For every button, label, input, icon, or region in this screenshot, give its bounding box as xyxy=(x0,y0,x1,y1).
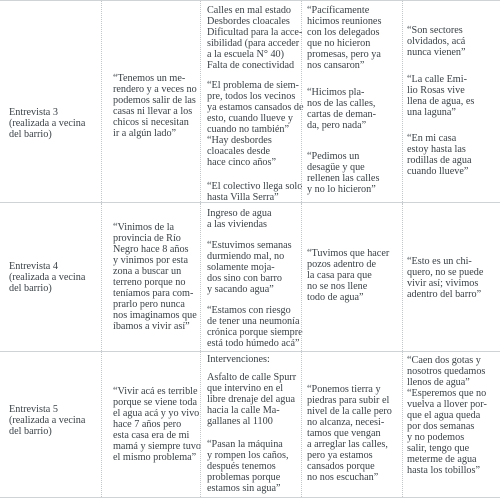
text-line: de tener una neumonía xyxy=(207,316,300,327)
text-line: esto, cuando llueve y xyxy=(207,113,294,124)
text-line: promesas, pero ya xyxy=(307,49,381,60)
text-line: a arreglar las calles, xyxy=(307,439,388,450)
text-line: Desbordes cloacales xyxy=(207,16,290,27)
table-row xyxy=(0,202,500,351)
text-line: hace cinco años” xyxy=(207,157,277,168)
text-line: “Son sectores xyxy=(407,25,463,36)
text-line: hasta los tobillos” xyxy=(407,465,481,476)
cell-quote xyxy=(101,203,200,351)
text-line: rendero y a veces no xyxy=(113,84,197,95)
text-line: dos sino con barro xyxy=(207,273,282,284)
text-line: da, pero nada” xyxy=(307,120,367,131)
text-line: desagüe y que xyxy=(307,162,365,173)
text-line: pozos adentro de xyxy=(307,259,377,270)
text-line: cansados porque xyxy=(307,461,375,472)
text-line: el mismo problema” xyxy=(113,452,197,463)
text-line: “Hicimos pla- xyxy=(307,87,365,98)
cell-quote xyxy=(101,1,200,202)
text-line: quero, no se puede xyxy=(407,267,484,278)
text-line: ir a algún lado” xyxy=(113,128,177,139)
text-line: una laguna” xyxy=(407,107,456,118)
text-line: a las viviendas xyxy=(207,219,267,230)
text-line: “Pasan la máquina xyxy=(207,439,283,450)
cell-label xyxy=(0,203,100,351)
text-line: que el agua queda xyxy=(407,410,481,421)
text-line: libre drenaje del agua xyxy=(207,394,295,405)
text-line: del barrio) xyxy=(9,283,52,294)
text-line: llena de agua, es xyxy=(407,96,475,107)
text-line: y vinimos por esta xyxy=(113,255,188,266)
table-row xyxy=(0,0,500,202)
text-line: “En mi casa xyxy=(407,133,457,144)
text-line: ya estamos cansados de xyxy=(207,102,304,113)
text-line: hasta Villa Serra” xyxy=(207,192,279,203)
cell-feelings xyxy=(402,1,500,202)
text-line: nos imaginamos que xyxy=(113,310,197,321)
text-line: que no hicieron xyxy=(307,38,371,49)
text-line: que intervino en el xyxy=(207,383,284,394)
text-line: y sacando agua” xyxy=(207,284,274,295)
text-line: “La calle Emi- xyxy=(407,74,467,85)
text-line: todo de agua” xyxy=(307,292,364,303)
cell-actions xyxy=(301,1,402,202)
text-line: “Caen dos gotas y xyxy=(407,355,481,366)
text-line: nosotros quedamos xyxy=(407,366,486,377)
cell-problems xyxy=(200,203,301,351)
text-line: problemas porque xyxy=(207,472,281,483)
text-line: Asfalto de calle Spurr xyxy=(207,372,297,383)
text-line: “El problema de siem- xyxy=(207,80,299,91)
text-line: a la escuela N° 40) xyxy=(207,49,285,60)
text-line: Falta de conectividad xyxy=(207,60,295,71)
text-line: rodillas de agua xyxy=(407,155,472,166)
text-line: Entrevista 4 xyxy=(9,261,58,272)
text-line: Entrevista 3 xyxy=(9,107,58,118)
cell-label xyxy=(0,1,100,202)
text-line: “Hay desbordes xyxy=(207,135,272,146)
cell-actions xyxy=(301,203,402,351)
text-line: Dificultad para la acce- xyxy=(207,27,303,38)
table-row xyxy=(0,351,500,498)
text-line: hicimos reuniones xyxy=(307,16,382,27)
text-line: hace 7 años pero xyxy=(113,419,182,430)
text-line: estamos sin agua” xyxy=(207,483,281,494)
text-line: casas ni llevar a los xyxy=(113,106,193,117)
text-line: durmiendo mal, no xyxy=(207,251,285,262)
text-line: chicos si necesitan xyxy=(113,117,189,128)
cell-problems xyxy=(200,352,301,497)
text-line: esta casa era de mi xyxy=(113,430,190,441)
text-line: la casa para que xyxy=(307,270,372,281)
text-line: pre, todos los vecinos xyxy=(207,91,296,102)
cell-feelings xyxy=(402,352,500,497)
text-line: olvidados, acá xyxy=(407,36,466,47)
text-line: “El colectivo llega solo xyxy=(207,181,303,192)
text-line: porque se viene toda xyxy=(113,397,198,408)
text-line: y no podemos xyxy=(407,432,465,443)
text-line: (realizada a vecina xyxy=(9,415,86,426)
text-line: salir, tengo que xyxy=(407,443,470,454)
text-line: terreno porque no xyxy=(113,277,186,288)
text-line: mamá y siempre tuvo xyxy=(113,441,201,452)
text-line: “Pacíficamente xyxy=(307,5,370,16)
text-line: está todo húmedo acá” xyxy=(207,338,300,349)
text-line: Calles en mal estado xyxy=(207,5,292,16)
cell-feelings xyxy=(402,203,500,351)
cell-label xyxy=(0,352,100,497)
text-line: vuelva a llover por- xyxy=(407,399,487,410)
text-line: lio Rosas vive xyxy=(407,85,465,96)
text-line: del barrio) xyxy=(9,129,52,140)
text-line: nos cansaron” xyxy=(307,60,365,71)
text-line: “Tuvimos que hacer xyxy=(307,248,390,259)
text-line: y rompen los caños, xyxy=(207,450,289,461)
text-line: vivir así; vivimos xyxy=(407,278,479,289)
text-line: nivel de la calle pero xyxy=(307,406,392,417)
text-line: estoy hasta las xyxy=(407,144,466,155)
text-line: prarlo pero nunca xyxy=(113,299,185,310)
text-line: por dos semanas xyxy=(407,421,475,432)
text-line: podemos salir de las xyxy=(113,95,196,106)
text-line: no se nos llene xyxy=(307,281,368,292)
text-line: “Estamos con riesgo xyxy=(207,305,291,316)
text-line: cuando llueve” xyxy=(407,166,469,177)
text-line: meterme de agua xyxy=(407,454,477,465)
text-line: “Esto es un chi- xyxy=(407,256,472,267)
text-line: zona a buscar un xyxy=(113,266,182,277)
text-line: “Vivir acá es terrible xyxy=(113,386,198,397)
text-line: (realizada a vecina xyxy=(9,118,86,129)
cell-quote xyxy=(101,352,200,497)
cell-problems xyxy=(200,1,304,203)
text-line: crónica porque siempre xyxy=(207,327,303,338)
text-line: (realizada a vecina xyxy=(9,272,86,283)
text-line: provincia de Río xyxy=(113,233,181,244)
text-line: adentro del barro” xyxy=(407,289,482,300)
text-line: “Tenemos un me- xyxy=(113,73,186,84)
text-line: cartas de deman- xyxy=(307,109,377,120)
text-line: con los delegados xyxy=(307,27,380,38)
text-line: íbamos a vivir así” xyxy=(113,321,190,332)
text-line: nos de las calles, xyxy=(307,98,376,109)
text-line: Negro hace 8 años xyxy=(113,244,189,255)
text-line: gallanes al 1100 xyxy=(207,416,273,427)
text-line: no alcanza, necesi- xyxy=(307,417,385,428)
text-line: rellenen las calles xyxy=(307,173,380,184)
text-line: y no lo hicieron” xyxy=(307,184,376,195)
text-line: llenos de agua” xyxy=(407,377,470,388)
text-line: nunca vienen” xyxy=(407,47,466,58)
text-line: Ingreso de agua xyxy=(207,208,272,219)
text-line: del barrio) xyxy=(9,426,52,437)
text-line: “Estuvimos semanas xyxy=(207,240,292,251)
text-line: solamente moja- xyxy=(207,262,275,273)
text-line: “Ponemos tierra y xyxy=(307,384,381,395)
text-line: teníamos para com- xyxy=(113,288,194,299)
text-line: hacia la calle Ma- xyxy=(207,405,280,416)
text-line: cloacales desde xyxy=(207,146,271,157)
text-line: cuando no también” xyxy=(207,124,290,135)
text-line: pero ya estamos xyxy=(307,450,373,461)
text-line: el agua acá y yo vivo xyxy=(113,408,200,419)
text-line: “Esperemos que no xyxy=(407,388,487,399)
cell-actions xyxy=(301,352,402,497)
text-line: después tenemos xyxy=(207,461,276,472)
text-line: “Vinimos de la xyxy=(113,222,175,233)
text-line: Entrevista 5 xyxy=(9,404,58,415)
text-line: piedras para subir el xyxy=(307,395,390,406)
text-line: sibilidad (para acceder xyxy=(207,38,300,49)
text-line: tamos que vengan xyxy=(307,428,381,439)
text-line: “Pedimos un xyxy=(307,151,360,162)
text-line: Intervenciones: xyxy=(207,354,270,365)
text-line: no nos escuchan” xyxy=(307,472,379,483)
